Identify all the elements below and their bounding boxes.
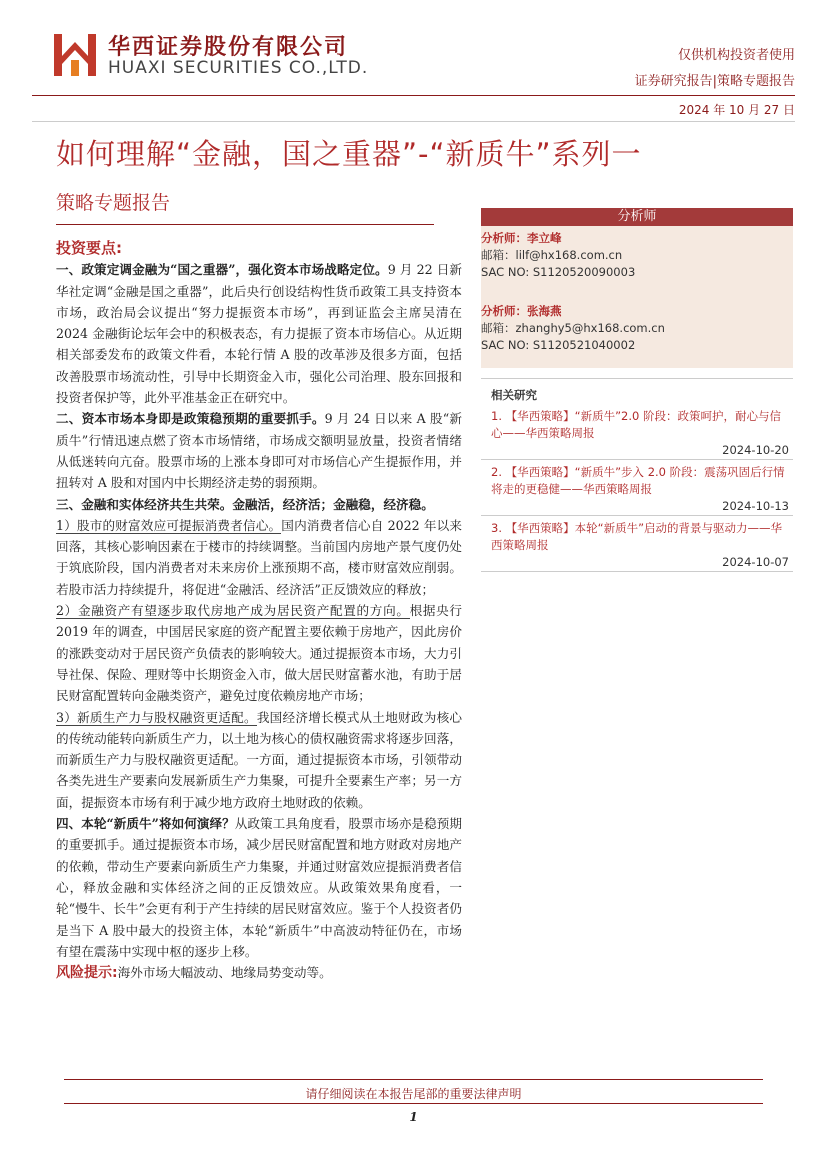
paragraph-4-text: 从政策工具角度看，股票市场亦是稳预期的重要抓手。通过提振资本市场，减少居民财富配置和地方财政对房地产的依赖，带动生产要素向新质生产力集聚，并通过财富效应提振消费者信心，释放金融和实体经济之间的正反馈效应。从政策效果角度看，一轮“慢牛、长牛”会更有利于产生持续的居民财富效应。鉴于个人投资者仍是当下 A 股中最大的投资主体，本轮“新质牛”中高波动特征仍在，市场有望在震荡中实现中枢的逐步上移。 (56, 816, 463, 959)
paragraph-3-heading: 三、金融和实体经济共生共荣。金融活，经济活；金融稳，经济稳。 (56, 496, 434, 512)
sub-point-3-text: 我国经济增长模式从土地财政为核心的传统动能转向新质生产力，以土地为核心的债权融资需求将逐步回落，而新质生产力与股权融资更适配。一方面，通过提振资本市场，引领带动各类先进生产要素向发展新质生产力集聚，可提升全要素生产率；另一方面，提振资本市场有利于减少地方政府土地财政的依赖。 (56, 709, 463, 810)
paragraph-2 (56, 408, 462, 493)
related-item-2[interactable]: 2. 【华西策略】“新质牛”步入 2.0 阶段：震荡巩固后行情将走的更稳健——华西策略周报 (491, 465, 785, 496)
risk-note (56, 962, 462, 984)
footer-divider-top (64, 1079, 763, 1080)
risk-text: 海外市场大幅波动、地缘局势变动等。 (117, 965, 332, 981)
legal-notice: 请仔细阅读在本报告尾部的重要法律声明 (305, 1087, 522, 1101)
analyst-2-email[interactable]: 邮箱：zhanghy5@hx168.com.cn (481, 321, 665, 335)
section-heading: 投资要点: (56, 239, 122, 257)
sub-point-1-title: 1）股市的财富效应可提振消费者信心。 (56, 517, 282, 533)
report-header (0, 0, 827, 117)
sidebar-header: 分析师 (481, 208, 793, 226)
related-research-title: 相关研究 (491, 388, 537, 402)
main-content (56, 238, 462, 984)
paragraph-2-heading: 二、资本市场本身即是政策稳预期的重要抓手。 (56, 411, 325, 427)
related-item-2-date: 2024-10-13 (481, 498, 793, 516)
paragraph-4 (56, 813, 462, 962)
paragraph-4-heading: 四、本轮“新质牛”将如何演绎？ (56, 816, 235, 832)
audience-note: 仅供机构投资者使用 (677, 48, 795, 63)
report-date: 2024 年 10 月 27 日 (678, 103, 795, 117)
report-title: 如何理解“金融，国之重器”-“新质牛”系列一 (56, 137, 642, 171)
report-type: 证券研究报告|策略专题报告 (634, 74, 795, 89)
analyst-2-sac: SAC NO: S1120521040002 (481, 338, 636, 352)
subtitle-divider (56, 224, 434, 225)
analyst-box (481, 226, 793, 368)
paragraph-1-text: 9 月 22 日新华社定调“金融是国之重器”，此后央行创设结构性货币政策工具支持资本市场，政治局会议提出“努力提振资本市场”，再到证监会主席吴清在 2024 金融街论坛年会中的积极表态，有力提振了资本市场信心。从近期相关部委发布的政策文件看，本轮行情 A 股的改革涉及很多方面，包括改善股票市场流动性，引导中长期资金入市，强化公司治理、股东回报和投资者保护等，此外平准基金正在研究中。 (56, 262, 462, 406)
analyst-1-email[interactable]: 邮箱：lilf@hx168.com.cn (481, 248, 623, 262)
related-item-3[interactable]: 3. 【华西策略】本轮“新质牛”启动的背景与驱动力——华西策略周报 (491, 521, 783, 552)
company-name-cn: 华西证券股份有限公司 (108, 35, 349, 60)
company-name-en: HUAXI SECURITIES CO.,LTD. (108, 58, 369, 78)
sub-point-2-text: 根据央行 2019 年的调查，中国居民家庭的资产配置主要依赖于房地产，因此房价的涨跌变动对于居民资产负债表的影响较大。通过提振资本市场，大力引导社保、保险、理财等中长期资金入市，做大居民财富蓄水池，有助于居民财富配置转向金融类资产，避免过度依赖房地产市场； (56, 603, 463, 704)
sub-point-2-title: 2）金融资产有望逐步取代房地产成为居民资产配置的方向。 (56, 603, 410, 619)
header-divider (32, 95, 795, 96)
sub-point-1-text: 国内消费者信心自 2022 年以来回落，其核心影响因素在于楼市的持续调整。当前国内房地产景气度仍处于筑底阶段，国内消费者对未来房价上涨预期不高，楼市财富效应削弱。若股市活力持续提升，将促进“金融活、经济活”正反馈效应的释放； (56, 517, 463, 597)
sub-point-2 (56, 600, 462, 706)
paragraph-3 (56, 494, 462, 515)
date-divider (32, 121, 795, 122)
risk-label: 风险提示: (56, 965, 118, 982)
analyst-1-name: 分析师：李立峰 (481, 231, 562, 245)
sub-point-3 (56, 707, 462, 813)
related-item-1[interactable]: 1. 【华西策略】“新质牛”2.0 阶段：政策呵护，耐心与信心——华西策略周报 (491, 409, 781, 440)
page-number: 1 (409, 1110, 418, 1124)
paragraph-2-text: 9 月 24 日以来 A 股“新质牛”行情迅速点燃了资本市场情绪，市场成交额明显放量，投资者情绪从低迷转向亢奋。股票市场的上涨本身即可对市场信心产生提振作用，并扭转对 A 股和对国内中长期经济走势的弱预期。 (56, 411, 462, 491)
analyst-1 (481, 226, 793, 281)
huaxi-logo-icon (52, 32, 98, 78)
sub-point-1 (56, 515, 462, 600)
paragraph-1 (56, 259, 462, 408)
related-research (481, 378, 793, 572)
sidebar (481, 208, 793, 574)
related-item-3-date: 2024-10-07 (481, 554, 793, 572)
analyst-2-name: 分析师：张海燕 (481, 304, 562, 318)
related-item-1-date: 2024-10-20 (481, 442, 793, 460)
report-subtitle: 策略专题报告 (56, 192, 171, 214)
sub-point-3-title: 3）新质生产力与股权融资更适配。 (56, 709, 257, 725)
analyst-1-sac: SAC NO: S1120520090003 (481, 265, 636, 279)
footer-divider-bottom (64, 1103, 763, 1104)
analyst-2 (481, 299, 793, 354)
paragraph-1-heading: 一、政策定调金融为“国之重器”，强化资本市场战略定位。 (56, 262, 388, 278)
